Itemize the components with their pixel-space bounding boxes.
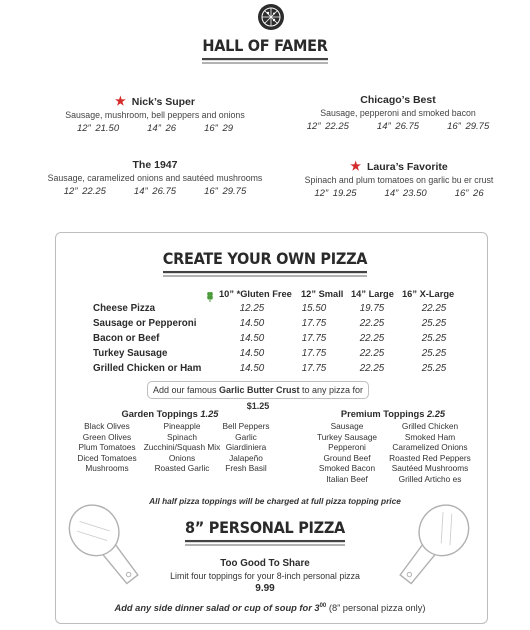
side-note-suffix: (8” personal pizza only) <box>326 603 426 614</box>
pizza-description: Sausage, pepperoni and smoked bacon <box>320 108 476 118</box>
garden-col-1 <box>72 421 142 474</box>
price-14: 14” 26.75 <box>376 121 420 132</box>
garden-col-3 <box>218 421 274 474</box>
price-12: 12” 22.25 <box>306 121 349 132</box>
hof-pizza-the-1947 <box>37 159 273 197</box>
price-cell: 14.50 <box>239 363 265 374</box>
premium-title: Premium Toppings <box>340 409 425 419</box>
price-row <box>93 333 463 347</box>
premium-col-1 <box>312 421 382 485</box>
half-pizza-note: All half pizza toppings will be charged at full pizza topping price <box>149 496 401 506</box>
price-row <box>93 363 463 377</box>
pizza-prices <box>288 121 508 132</box>
personal-pizza-name: Too Good To Share <box>220 558 310 569</box>
side-note-sup: 00 <box>319 603 327 609</box>
topping-item: Grilled Chicken <box>401 421 459 431</box>
side-note-text: Add any side dinner salad or cup of soup for 3 <box>114 603 320 614</box>
price-16: 16” 29.75 <box>204 186 247 197</box>
hall-of-famer-heading <box>0 38 530 59</box>
personal-pizza-heading <box>0 520 530 541</box>
note-highlight: Garlic Butter Crust <box>218 385 300 395</box>
topping-item: Pineapple <box>163 421 201 431</box>
price-cell: 17.75 <box>301 333 327 344</box>
premium-col-2 <box>384 421 476 485</box>
pizza-name: The 1947 <box>132 159 178 171</box>
pizza-prices <box>37 186 273 197</box>
price-12: 12” 21.50 <box>76 123 120 134</box>
price-16: 16” 29 <box>204 123 234 134</box>
premium-toppings-heading <box>318 409 468 419</box>
row-label: Bacon or Beef <box>93 333 160 344</box>
pizza-name: Laura’s Favorite <box>367 161 448 173</box>
price-cell: 17.75 <box>301 363 327 374</box>
topping-item: Plum Tomatoes <box>78 442 136 453</box>
price-cell: 22.25 <box>421 303 447 314</box>
price-16: 16” 29.75 <box>447 121 490 132</box>
topping-item: Ground Beef <box>323 452 371 463</box>
price-14: 14” 26 <box>147 123 177 134</box>
topping-item: Diced Tomatoes <box>77 452 137 463</box>
topping-item: Green Olives <box>82 431 132 442</box>
topping-item: Italian Beef <box>326 473 368 484</box>
col-header-12: 12” Small <box>301 289 344 299</box>
hall-of-famer-title: HALL OF FAMER <box>202 38 327 60</box>
price-cell: 17.75 <box>301 348 327 359</box>
garlic-butter-crust-note <box>147 381 369 411</box>
topping-item: Caramelized Onions <box>392 442 468 453</box>
create-your-own-title: CREATE YOUR OWN PIZZA <box>163 251 367 273</box>
topping-item: Roasted Red Peppers <box>389 452 471 463</box>
row-label: Turkey Sausage <box>93 348 168 359</box>
pizza-description: Sausage, mushroom, bell peppers and onions <box>65 110 245 120</box>
row-label: Cheese Pizza <box>93 303 156 314</box>
garden-toppings-heading <box>95 409 245 419</box>
price-cell: 25.25 <box>421 318 447 329</box>
pizza-peel-icon <box>398 493 470 598</box>
gluten-free-wheat-icon <box>205 289 215 301</box>
price-cell: 17.75 <box>301 318 327 329</box>
topping-item: Giardiniera <box>225 442 267 453</box>
pizza-name: Chicago’s Best <box>360 94 436 106</box>
topping-item: Pepperoni <box>328 442 366 453</box>
topping-item: Zucchini/Squash Mix <box>143 442 221 453</box>
price-14: 14” 23.50 <box>384 188 427 199</box>
row-label: Grilled Chicken or Ham <box>93 363 202 374</box>
price-cell: 22.25 <box>359 348 385 359</box>
pizza-logo-icon <box>258 4 284 30</box>
note-price: $1.25 <box>246 401 270 411</box>
garden-col-2 <box>138 421 226 474</box>
price-14: 14” 26.75 <box>133 186 177 197</box>
pizza-name: Nick’s Super <box>131 96 195 108</box>
topping-item: Turkey Sausage <box>316 431 378 442</box>
personal-pizza-desc: Limit four toppings for your 8-inch personal pizza <box>170 571 360 581</box>
star-icon: ★ <box>115 94 126 108</box>
row-label: Sausage or Pepperoni <box>93 318 197 329</box>
hof-pizza-nicks-super <box>45 94 265 134</box>
note-text: Add our famous <box>152 385 219 395</box>
price-cell: 19.75 <box>359 303 385 314</box>
price-cell: 12.25 <box>239 303 265 314</box>
topping-item: Smoked Ham <box>404 431 456 442</box>
price-cell: 15.50 <box>301 303 327 314</box>
pizza-peel-icon <box>68 493 140 598</box>
col-header-14: 14” Large <box>351 289 394 299</box>
topping-item: Sautéed Mushrooms <box>391 463 469 474</box>
topping-item: Bell Peppers <box>222 421 270 431</box>
price-12: 12” 22.25 <box>63 186 106 197</box>
price-cell: 25.25 <box>421 333 447 344</box>
topping-item: Sausage <box>330 421 364 431</box>
pizza-prices <box>45 123 265 134</box>
price-16: 16” 26 <box>454 188 484 199</box>
price-cell: 22.25 <box>359 318 385 329</box>
note-text: to any pizza for <box>299 385 364 395</box>
price-row <box>93 303 463 317</box>
topping-item: Smoked Bacon <box>318 463 376 474</box>
garden-price: 1.25 <box>200 409 219 419</box>
topping-item: Spinach <box>167 431 197 442</box>
pizza-description: Spinach and plum tomatoes on garlic bu er crust <box>304 175 494 185</box>
price-cell: 14.50 <box>239 348 265 359</box>
topping-item: Grilled Articho es <box>398 473 462 484</box>
side-dinner-note <box>70 603 470 613</box>
topping-item: Fresh Basil <box>225 463 267 474</box>
star-icon: ★ <box>350 159 362 173</box>
price-row <box>93 348 463 362</box>
pizza-description: Sausage, caramelized onions and sautéed mushrooms <box>47 173 263 183</box>
price-cell: 14.50 <box>239 333 265 344</box>
topping-item: Black Olives <box>84 421 130 431</box>
topping-item: Onions <box>168 452 196 463</box>
pizza-prices <box>290 188 508 199</box>
hof-pizza-lauras-favorite <box>290 159 508 199</box>
hof-pizza-chicagos-best <box>288 94 508 132</box>
personal-pizza-price: 9.99 <box>255 583 275 594</box>
price-cell: 25.25 <box>421 348 447 359</box>
col-header-16: 16” X-Large <box>402 289 455 299</box>
col-header-10: 10” *Gluten Free <box>219 289 292 299</box>
price-cell: 22.25 <box>359 363 385 374</box>
price-row <box>93 318 463 332</box>
topping-item: Mushrooms <box>85 463 129 474</box>
create-your-own-heading <box>0 251 530 272</box>
personal-pizza-title: 8” PERSONAL PIZZA <box>185 520 345 542</box>
price-cell: 14.50 <box>239 318 265 329</box>
price-cell: 25.25 <box>421 363 447 374</box>
garden-title: Garden Toppings <box>121 409 198 419</box>
price-cell: 22.25 <box>359 333 385 344</box>
premium-price: 2.25 <box>427 409 446 419</box>
price-12: 12” 19.25 <box>314 188 357 199</box>
topping-item: Roasted Garlic <box>154 463 210 474</box>
topping-item: Garlic <box>235 431 257 442</box>
topping-item: Jalapeño <box>229 452 263 463</box>
